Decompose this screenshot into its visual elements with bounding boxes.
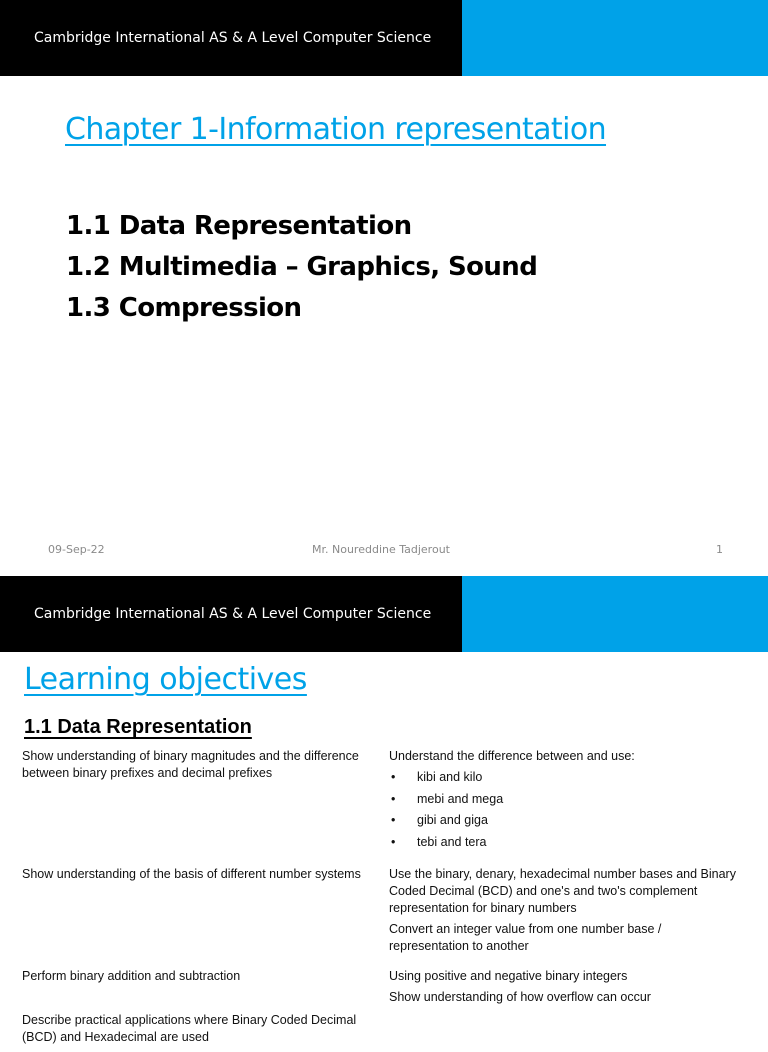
detail-cell	[389, 1012, 742, 1052]
objective-cell	[22, 866, 389, 968]
topic-list	[66, 206, 537, 329]
banner-blue-block	[462, 0, 768, 76]
detail-text: Use the binary, denary, hexadecimal number bases and Binary Coded Decimal (BCD) and one's and two's complement representation for binary numbers	[389, 867, 736, 915]
slide-banner	[0, 0, 768, 76]
detail-cell	[389, 866, 742, 968]
objective-text: Describe practical applications where Binary Coded Decimal (BCD) and Hexadecimal are used	[22, 1013, 357, 1044]
list-item: • tebi and tera	[389, 832, 742, 854]
objective-text: Perform binary addition and subtraction	[22, 969, 241, 983]
objective-cell	[22, 748, 389, 866]
course-title: Cambridge International AS & A Level Computer Science	[34, 606, 432, 622]
topic-item: 1.1 Data Representation	[66, 211, 412, 241]
topic-item: 1.2 Multimedia – Graphics, Sound	[66, 252, 538, 282]
objective-cell	[22, 1012, 389, 1052]
detail-text: Understand the difference between and use:	[389, 749, 635, 763]
table-row	[22, 1012, 742, 1052]
footer-author: Mr. Noureddine Tadjerout	[312, 543, 450, 556]
footer-page-number: 1	[716, 543, 723, 556]
list-item: • kibi and kilo	[389, 767, 742, 789]
slide-2	[0, 576, 768, 1044]
detail-cell	[389, 968, 742, 1012]
topic-item: 1.3 Compression	[66, 293, 302, 323]
slide-banner	[0, 576, 768, 652]
list-item: • mebi and mega	[389, 789, 742, 811]
section-heading: 1.1 Data Representation	[24, 716, 252, 738]
list-item: • gibi and giga	[389, 810, 742, 832]
banner-blue-block	[462, 576, 768, 652]
banner-black-block	[0, 576, 462, 652]
footer-date: 09-Sep-22	[48, 543, 105, 556]
detail-cell	[389, 748, 742, 866]
objective-text: Show understanding of the basis of different number systems	[22, 867, 361, 881]
prefix-bullet-list	[389, 767, 742, 853]
detail-text: Convert an integer value from one number base / representation to another	[389, 922, 662, 953]
course-title: Cambridge International AS & A Level Computer Science	[34, 30, 432, 46]
table-row	[22, 968, 742, 1012]
chapter-title: Chapter 1-Information representation	[65, 112, 607, 147]
banner-black-block	[0, 0, 462, 76]
learning-objectives-title: Learning objectives	[24, 662, 307, 697]
objective-cell	[22, 968, 389, 1012]
objective-text: Show understanding of binary magnitudes and the difference between binary prefixes and decimal prefixes	[22, 749, 359, 780]
table-row	[22, 866, 742, 968]
objectives-table	[22, 748, 742, 1052]
table-row	[22, 748, 742, 866]
detail-text: Using positive and negative binary integers	[389, 969, 628, 983]
detail-text: Show understanding of how overflow can occur	[389, 990, 651, 1004]
